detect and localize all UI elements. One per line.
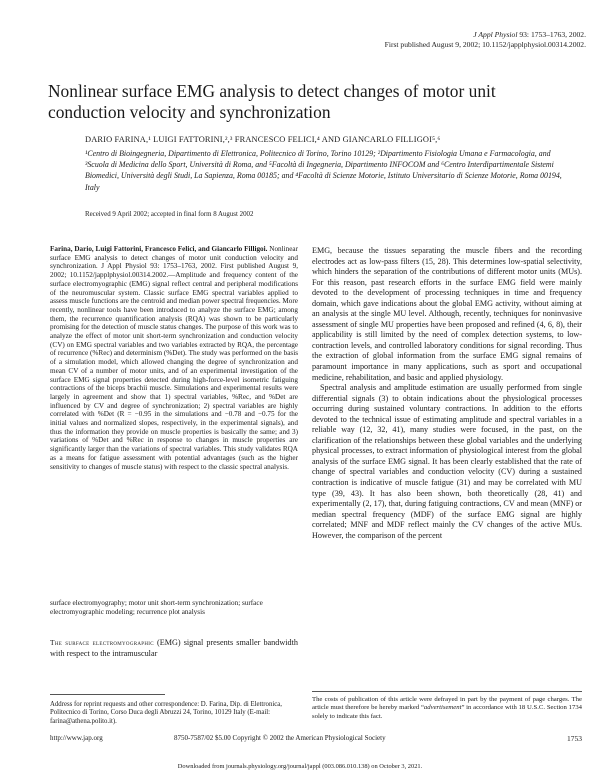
abstract-lead: Farina, Dario, Luigi Fattorini, Francesco Felici, and Giancarlo Filligoi.: [50, 245, 268, 253]
journal-name: J Appl Physiol: [473, 30, 518, 39]
journal-volume: 93: 1753–1763, 2002.: [517, 30, 586, 39]
footer-url[interactable]: http://www.jap.org: [50, 734, 103, 742]
publication-cost-note: [312, 696, 582, 721]
received-dates: Received 9 April 2002; accepted in final form 8 August 2002: [85, 211, 254, 218]
intro-smallcaps: The surface electromyographic: [50, 638, 154, 647]
keywords: surface electromyography; motor unit short-term synchronization; surface electromyographic modeling; recurrence plot analysis: [50, 599, 263, 616]
cost-note-text: The costs of publication of this article were defrayed in part by the payment of page charges. The article must therefore be hereby marked “: [312, 696, 582, 712]
article-title: Nonlinear surface EMG analysis to detect changes of motor unit conduction velocity and synchronization: [48, 81, 496, 122]
intro-text: (EMG) signal presents smaller bandwidth with respect to the intramuscular: [50, 638, 299, 658]
abstract-body: Nonlinear surface EMG analysis to detect changes of motor unit conduction velocity and synchronization. J Appl Physiol 93: 1753–1763, 2002. First published August 9, 2002; 10.1152/japplphysiol.00314.2002.—Amplitude and frequency content of the surface electromyographic (EMG) signal reflect central and peripheral modifications of the neuromuscular system. Classic surface EMG spectral variables applied to assess muscle functions are the centroid and median power spectral frequencies. More recently, nonlinear tools have been introduced to analyze the surface EMG; among them, the recurrence quantification analysis (RQA) was shown to be particularly promising for the detection of muscle status changes. The purpose of this work was to analyze the effect of motor unit short-term synchronization and conduction velocity (CV) on EMG spectral variables and two variables extracted by RQA, the percentage of recurrence (%Rec) and determinism (%Det). The study was performed on the basis of a simulation model, which allowed changing the degree of synchronization and mean CV of a number of motor units, and of an experimental investigation of the surface EMG signal properties detected during high-force-level isometric fatiguing contractions of the biceps brachii muscle. Simulations and experimental results were largely in agreement and show that 1) spectral variables, %Rec, and %Det are influenced by CV and degree of synchronization; 2) spectral variables are highly correlated with %Det (R = −0.95 in the simulations and −0.78 and −0.75 for the initial values and normalized slopes, respectively, in the experimental signals), and thus the information they provide on muscle properties is basically the same; and 3) variations of %Det and %Rec in response to changes in muscle properties are significantly larger than the variations of spectral variables. This study validates RQA as a means for fatigue assessment with potential advantages (such as the higher sensitivity to changes of muscle status) with respect to the classic spectral analysis.: [50, 245, 298, 471]
cost-note-italic: advertisement: [423, 704, 462, 712]
paragraph: Spectral analysis and amplitude estimation are usually performed from single differential signals (3) to obtain indications about the physiological processes occurring during sustained voluntary contractions. In addition to the efforts devoted to the technical issue of estimating amplitude and spectral variables in a reliable way (12, 32, 41), many studies were focused, in the past, on the clarification of the relationships between these global variables and the underlying physical processes, to extract information of physiological interest from the global analysis of the surface EMG signal. It has been clearly established that the rate of change of spectral variables and conduction velocity (CV) during a sustained contraction is indicative of muscle fatigue (31) and may be correlated with MU type (39, 43). It has also been shown, both theoretically (28, 41) and experimentally (2, 17), that, during fatiguing contractions, CV and mean (MNF) or median spectral frequency (MDF) of the surface EMG signal are highly correlated; MNF and MDF reflect mainly the CV changes of the active MUs. However, the comparison of the percent: [312, 383, 582, 540]
right-column-text: [312, 246, 582, 541]
page-number: 1753: [567, 734, 582, 743]
footnote-divider: [50, 694, 165, 695]
footnote-divider: [312, 691, 582, 692]
footer-copyright: 8750-7587/02 $5.00 Copyright © 2002 the American Physiological Society: [174, 734, 386, 742]
journal-citation: [385, 30, 586, 49]
introduction-start: [50, 638, 298, 659]
abstract: [50, 245, 298, 471]
first-published-line: First published August 9, 2002; 10.1152/japplphysiol.00314.2002.: [384, 39, 586, 49]
paragraph: EMG, because the tissues separating the muscle fibers and the recording electrodes act as low-pass filters (15, 28). This determines low-spatial selectivity, which hinders the separation of the contributions of different motor units (MUs). For this reason, past research efforts in the surface EMG field were mainly devoted to the development of processing techniques in time and frequency domain, which gave indications about the global EMG activity, without aiming at an analysis at the single MU level. Although, recently, techniques for noninvasive assessment of single MU properties have been proposed and refined (4, 6, 8), their applicability is still limited by the need of complex detection systems, to low-contraction levels, and controlled laboratory conditions for signal recording. Thus the extraction of global information from the surface EMG signal remains of paramount importance in many applications, such as sport and occupational medicine, rehabilitation, and basic and applied physiology.: [312, 246, 582, 382]
cost-note-text-end: ” in accordance with 18 U.S.C. Section 1734 solely to indicate this fact.: [312, 704, 583, 720]
correspondence-note: Address for reprint requests and other correspondence: D. Farina, Dip. di Elettronica, Politecnico di Torino, Corso Duca degli Abruzzi 24, Torino, 10129 Italy (E-mail: farina@athena.polito.it).: [50, 701, 282, 725]
author-list: DARIO FARINA,¹ LUIGI FATTORINI,²,³ FRANCESCO FELICI,⁴ AND GIANCARLO FILLIGOI⁵,⁶: [85, 135, 441, 144]
affiliations: ¹Centro di Bioingegneria, Dipartimento di Elettronica, Politecnico di Torino, Torino 10129; ²Dipartimento Fisiologia Umana e Farmacologia, and ³Scuola di Medicina dello Sport, Università di Roma, and ⁵Facoltà di Ingegneria, Dipartimento INFOCOM and ⁶Centro Interdipartimentale Sistemi Biomedici, Università degli Studi, La Sapienza, Roma 00185; and ⁴Facoltà di Scienze Motorie, Istituto Universitario di Scienze Motorie, Roma 00194, Italy: [85, 149, 562, 192]
download-notice: Downloaded from journals.physiology.org/journal/jappl (003.086.010.138) on October 3, 2021.: [177, 763, 423, 770]
